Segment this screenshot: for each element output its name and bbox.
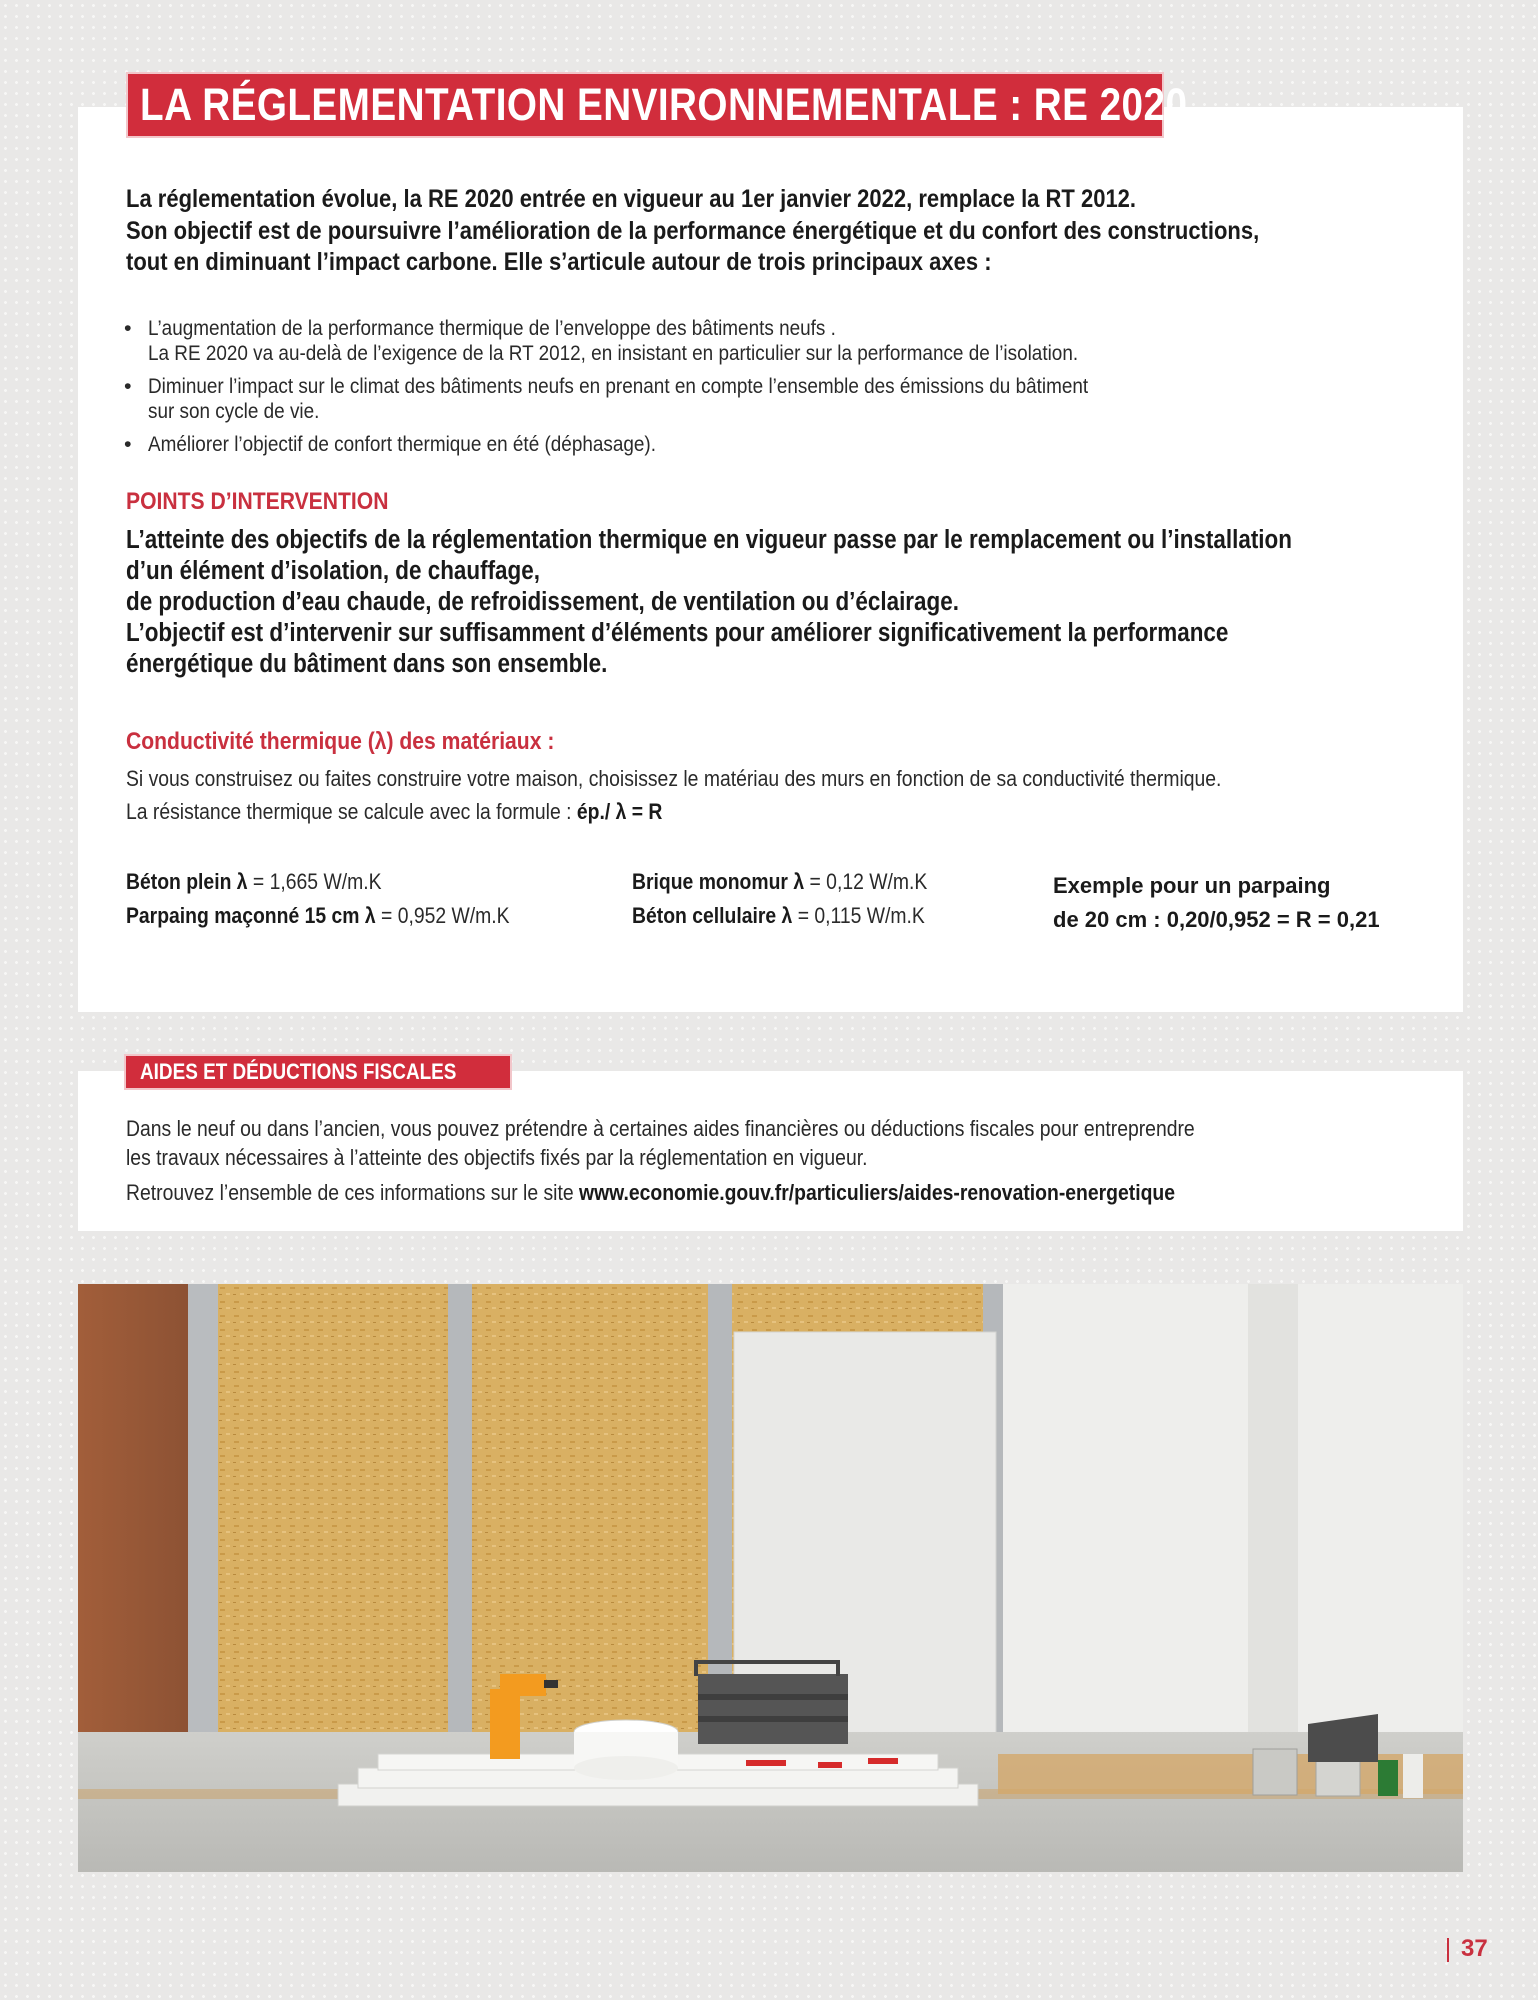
list-item: • L’augmentation de la performance thermique de l’enveloppe des bâtiments neufs . La RE 2020 va au-delà de l’exigence de la RT 2012, en insistant en particulier sur la performance de l’isolation. bbox=[124, 316, 1079, 365]
material-row: Béton cellulaire λ = 0,115 W/m.K bbox=[632, 903, 925, 928]
insulation-work-illustration bbox=[78, 1284, 1463, 1872]
page-number-divider bbox=[1447, 1938, 1449, 1962]
material-row: Béton plein λ = 1,665 W/m.K bbox=[126, 869, 382, 894]
formula: ép./ λ = R bbox=[576, 799, 663, 824]
bullet-dot-icon: • bbox=[124, 316, 132, 340]
materials-column-1 bbox=[126, 865, 562, 933]
renovation-photo bbox=[78, 1284, 1463, 1872]
points-intervention-text: L’atteinte des objectifs de la réglementation thermique en vigueur passe par le remplacement ou l’installation d’un élément d’isolation, de chauffage, de production d’eau chaude, de refroidissement, de ventilation ou d’éclairage. L’objectif est d’intervenir sur suffisamment d’éléments pour améliorer significativement la performance énergétique du bâtiment dans son ensemble. bbox=[126, 526, 1292, 678]
page-title-banner bbox=[126, 72, 1188, 138]
materials-column-2 bbox=[632, 865, 968, 933]
axes-bullet-list bbox=[124, 316, 1216, 465]
intro-line: La réglementation évolue, la RE 2020 entrée en vigueur au 1er janvier 2022, remplace la RT 2012. bbox=[126, 185, 1137, 213]
material-row: Parpaing maçonné 15 cm λ = 0,952 W/m.K bbox=[126, 903, 510, 928]
aides-heading: AIDES ET DÉDUCTIONS FISCALES bbox=[140, 1059, 457, 1084]
conductivite-heading: Conductivité thermique (λ) des matériaux : bbox=[126, 728, 555, 755]
page-number: 37 bbox=[1447, 1935, 1488, 1963]
intro-line: tout en diminuant l’impact carbone. Elle s’articule autour de trois principaux axes : bbox=[126, 248, 992, 276]
material-row: Brique monomur λ = 0,12 W/m.K bbox=[632, 869, 928, 894]
list-item: • Diminuer l’impact sur le climat des bâtiments neufs en prenant en compte l’ensemble des émissions du bâtiment sur son cycle de vie. bbox=[124, 374, 1089, 423]
site-link[interactable]: www.economie.gouv.fr/particuliers/aides-renovation-energetique bbox=[579, 1180, 1176, 1205]
page-title: LA RÉGLEMENTATION ENVIRONNEMENTALE : RE 2020 bbox=[140, 79, 1188, 130]
aides-heading-banner bbox=[124, 1054, 512, 1090]
bullet-dot-icon: • bbox=[124, 432, 132, 456]
list-item: • Améliorer l’objectif de confort thermique en été (déphasage). bbox=[124, 432, 656, 456]
aides-text: Dans le neuf ou dans l’ancien, vous pouvez prétendre à certaines aides financières ou déductions fiscales pour entreprendre les travaux nécessaires à l’atteinte des objectifs fixés par la réglementation en vigueur. Retrouvez l’ensemble de ces informations sur le site www.economie.gouv.fr/particuliers/aides-renovation-energetique bbox=[126, 1116, 1195, 1205]
example-calculation: Exemple pour un parpaing de 20 cm : 0,20/0,952 = R = 0,21 bbox=[1053, 873, 1380, 932]
conductivite-text: Si vous construisez ou faites construire votre maison, choisissez le matériau des murs en fonction de sa conductivité thermique. La résistance thermique se calcule avec la formule : ép./ λ = R bbox=[126, 766, 1222, 824]
intro-line: Son objectif est de poursuivre l’amélioration de la performance énergétique et du confort des constructions, bbox=[126, 216, 1260, 245]
intro-paragraph bbox=[126, 184, 1414, 279]
bullet-dot-icon: • bbox=[124, 374, 132, 398]
points-intervention-heading: POINTS D’INTERVENTION bbox=[126, 488, 389, 515]
